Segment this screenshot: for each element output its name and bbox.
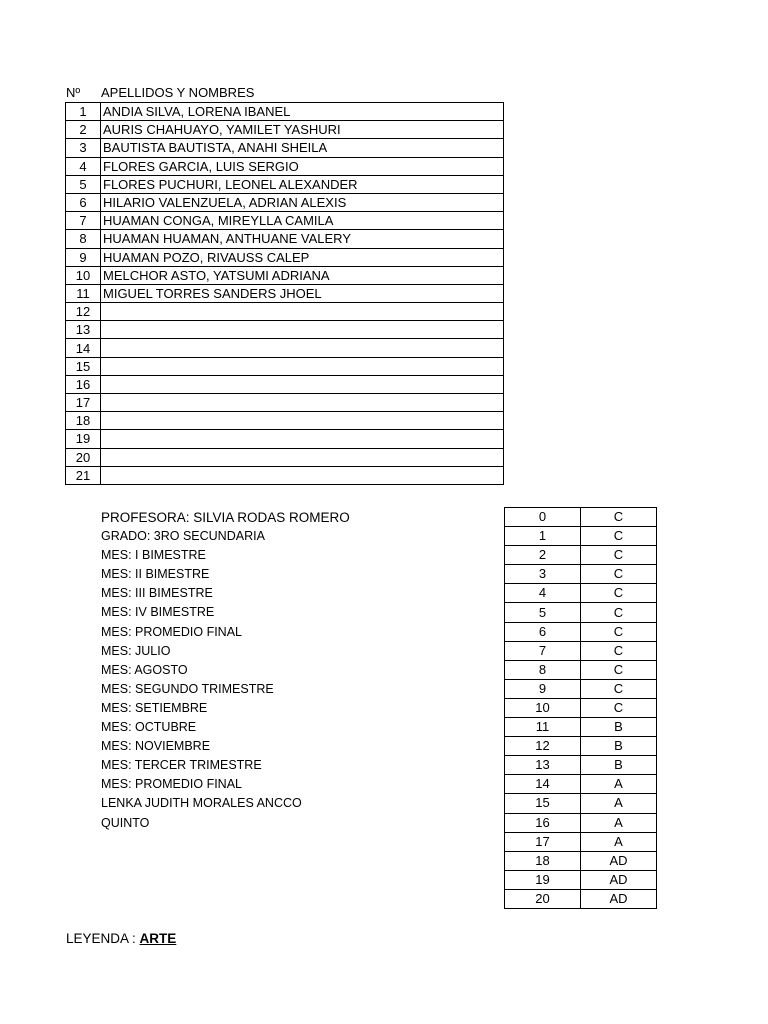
student-number: 18 [66, 412, 101, 430]
student-name [101, 430, 504, 448]
grade-scale-row [505, 546, 657, 565]
student-name: MELCHOR ASTO, YATSUMI ADRIANA [101, 266, 504, 284]
scale-grade: A [581, 775, 657, 794]
info-line: LENKA JUDITH MORALES ANCCO [101, 796, 302, 811]
grade-scale-row [505, 813, 657, 832]
student-number: 8 [66, 230, 101, 248]
scale-score: 1 [505, 527, 581, 546]
student-number: 14 [66, 339, 101, 357]
scale-score: 13 [505, 756, 581, 775]
grade-scale-row [505, 641, 657, 660]
scale-score: 4 [505, 584, 581, 603]
student-number: 4 [66, 157, 101, 175]
student-row [66, 303, 504, 321]
scale-grade: C [581, 622, 657, 641]
info-line: MES: SETIEMBRE [101, 700, 208, 715]
student-name [101, 412, 504, 430]
student-row [66, 212, 504, 230]
grade-scale-row [505, 584, 657, 603]
student-number: 11 [66, 284, 101, 302]
student-number: 20 [66, 448, 101, 466]
student-row [66, 430, 504, 448]
scale-score: 9 [505, 679, 581, 698]
info-line: MES: PROMEDIO FINAL [101, 624, 242, 639]
student-row [66, 157, 504, 175]
student-row [66, 248, 504, 266]
legend-label: LEYENDA : [66, 931, 140, 946]
grade-scale-table [504, 507, 657, 909]
student-number: 9 [66, 248, 101, 266]
grade-scale-row [505, 756, 657, 775]
scale-score: 17 [505, 832, 581, 851]
student-row [66, 193, 504, 211]
info-line: QUINTO [101, 815, 150, 830]
info-line: MES: OCTUBRE [101, 720, 197, 735]
scale-score: 6 [505, 622, 581, 641]
scale-score: 8 [505, 660, 581, 679]
info-line: MES: II BIMESTRE [101, 567, 210, 582]
scale-grade: C [581, 603, 657, 622]
student-row [66, 375, 504, 393]
scale-grade: A [581, 813, 657, 832]
scale-grade: C [581, 698, 657, 717]
scale-score: 3 [505, 565, 581, 584]
student-name: MIGUEL TORRES SANDERS JHOEL [101, 284, 504, 302]
grade-scale-row [505, 775, 657, 794]
scale-score: 10 [505, 698, 581, 717]
info-line: MES: SEGUNDO TRIMESTRE [101, 681, 274, 696]
student-row [66, 466, 504, 484]
grade-scale-row [505, 660, 657, 679]
grade-scale-row [505, 737, 657, 756]
grade-scale-row [505, 527, 657, 546]
students-table [65, 102, 504, 485]
scale-score: 2 [505, 546, 581, 565]
student-number: 12 [66, 303, 101, 321]
scale-grade: C [581, 508, 657, 527]
student-row [66, 230, 504, 248]
names-column-header: APELLIDOS Y NOMBRES [101, 85, 255, 100]
student-name: ANDIA SILVA, LORENA IBANEL [101, 103, 504, 121]
scale-score: 7 [505, 641, 581, 660]
student-number: 15 [66, 357, 101, 375]
student-row [66, 357, 504, 375]
student-row [66, 412, 504, 430]
scale-grade: B [581, 737, 657, 756]
student-row [66, 103, 504, 121]
scale-grade: C [581, 565, 657, 584]
info-line: MES: PROMEDIO FINAL [101, 777, 242, 792]
scale-grade: C [581, 584, 657, 603]
student-row [66, 321, 504, 339]
student-number: 10 [66, 266, 101, 284]
grade-scale-row [505, 718, 657, 737]
grade-scale-row [505, 603, 657, 622]
scale-score: 19 [505, 870, 581, 889]
student-number: 19 [66, 430, 101, 448]
legend [66, 929, 176, 949]
grade-scale-row [505, 870, 657, 889]
students-table-body [66, 103, 504, 485]
student-row [66, 266, 504, 284]
info-line: MES: I BIMESTRE [101, 548, 206, 563]
student-number: 3 [66, 139, 101, 157]
student-name: FLORES PUCHURI, LEONEL ALEXANDER [101, 175, 504, 193]
student-row [66, 394, 504, 412]
scale-grade: C [581, 660, 657, 679]
student-name: FLORES GARCIA, LUIS SERGIO [101, 157, 504, 175]
student-name [101, 394, 504, 412]
student-name [101, 466, 504, 484]
scale-grade: C [581, 641, 657, 660]
scale-score: 14 [505, 775, 581, 794]
scale-grade: C [581, 527, 657, 546]
legend-subject: ARTE [139, 931, 177, 946]
student-name [101, 375, 504, 393]
num-column-header: Nº [66, 85, 81, 100]
student-name: HUAMAN HUAMAN, ANTHUANE VALERY [101, 230, 504, 248]
info-line: MES: NOVIEMBRE [101, 739, 211, 754]
grade-scale-row [505, 622, 657, 641]
student-row [66, 175, 504, 193]
scale-grade: AD [581, 889, 657, 908]
info-line: GRADO: 3RO SECUNDARIA [101, 529, 265, 544]
student-number: 7 [66, 212, 101, 230]
scale-score: 20 [505, 889, 581, 908]
student-name [101, 448, 504, 466]
grade-scale-row [505, 698, 657, 717]
info-line: MES: JULIO [101, 643, 171, 658]
student-name: HUAMAN POZO, RIVAUSS CALEP [101, 248, 504, 266]
student-row [66, 139, 504, 157]
student-number: 6 [66, 193, 101, 211]
scale-score: 5 [505, 603, 581, 622]
scale-score: 11 [505, 718, 581, 737]
grade-scale-row [505, 508, 657, 527]
grade-scale-body [505, 508, 657, 909]
student-name [101, 321, 504, 339]
info-line: MES: III BIMESTRE [101, 586, 213, 601]
student-name [101, 357, 504, 375]
grade-scale-row [505, 889, 657, 908]
student-name: HUAMAN CONGA, MIREYLLA CAMILA [101, 212, 504, 230]
student-number: 21 [66, 466, 101, 484]
scale-grade: B [581, 756, 657, 775]
scale-grade: C [581, 679, 657, 698]
student-name: BAUTISTA BAUTISTA, ANAHI SHEILA [101, 139, 504, 157]
scale-grade: AD [581, 870, 657, 889]
student-row [66, 339, 504, 357]
scale-score: 0 [505, 508, 581, 527]
scale-score: 15 [505, 794, 581, 813]
student-number: 17 [66, 394, 101, 412]
grade-scale-row [505, 851, 657, 870]
student-number: 13 [66, 321, 101, 339]
student-row [66, 121, 504, 139]
student-number: 2 [66, 121, 101, 139]
scale-score: 12 [505, 737, 581, 756]
student-row [66, 284, 504, 302]
student-number: 1 [66, 103, 101, 121]
scale-score: 18 [505, 851, 581, 870]
student-number: 5 [66, 175, 101, 193]
scale-grade: AD [581, 851, 657, 870]
student-name: AURIS CHAHUAYO, YAMILET YASHURI [101, 121, 504, 139]
grade-scale-row [505, 794, 657, 813]
grade-scale-row [505, 832, 657, 851]
student-number: 16 [66, 375, 101, 393]
grade-scale-row [505, 679, 657, 698]
scale-grade: A [581, 794, 657, 813]
info-line: MES: TERCER TRIMESTRE [101, 758, 262, 773]
student-name [101, 303, 504, 321]
grade-scale-row [505, 565, 657, 584]
info-line: MES: IV BIMESTRE [101, 605, 215, 620]
student-name [101, 339, 504, 357]
scale-grade: A [581, 832, 657, 851]
course-info-list [101, 508, 350, 833]
student-name: HILARIO VALENZUELA, ADRIAN ALEXIS [101, 193, 504, 211]
scale-grade: C [581, 546, 657, 565]
scale-score: 16 [505, 813, 581, 832]
info-line: PROFESORA: SILVIA RODAS ROMERO [101, 510, 350, 525]
info-line: MES: AGOSTO [101, 662, 188, 677]
scale-grade: B [581, 718, 657, 737]
student-row [66, 448, 504, 466]
